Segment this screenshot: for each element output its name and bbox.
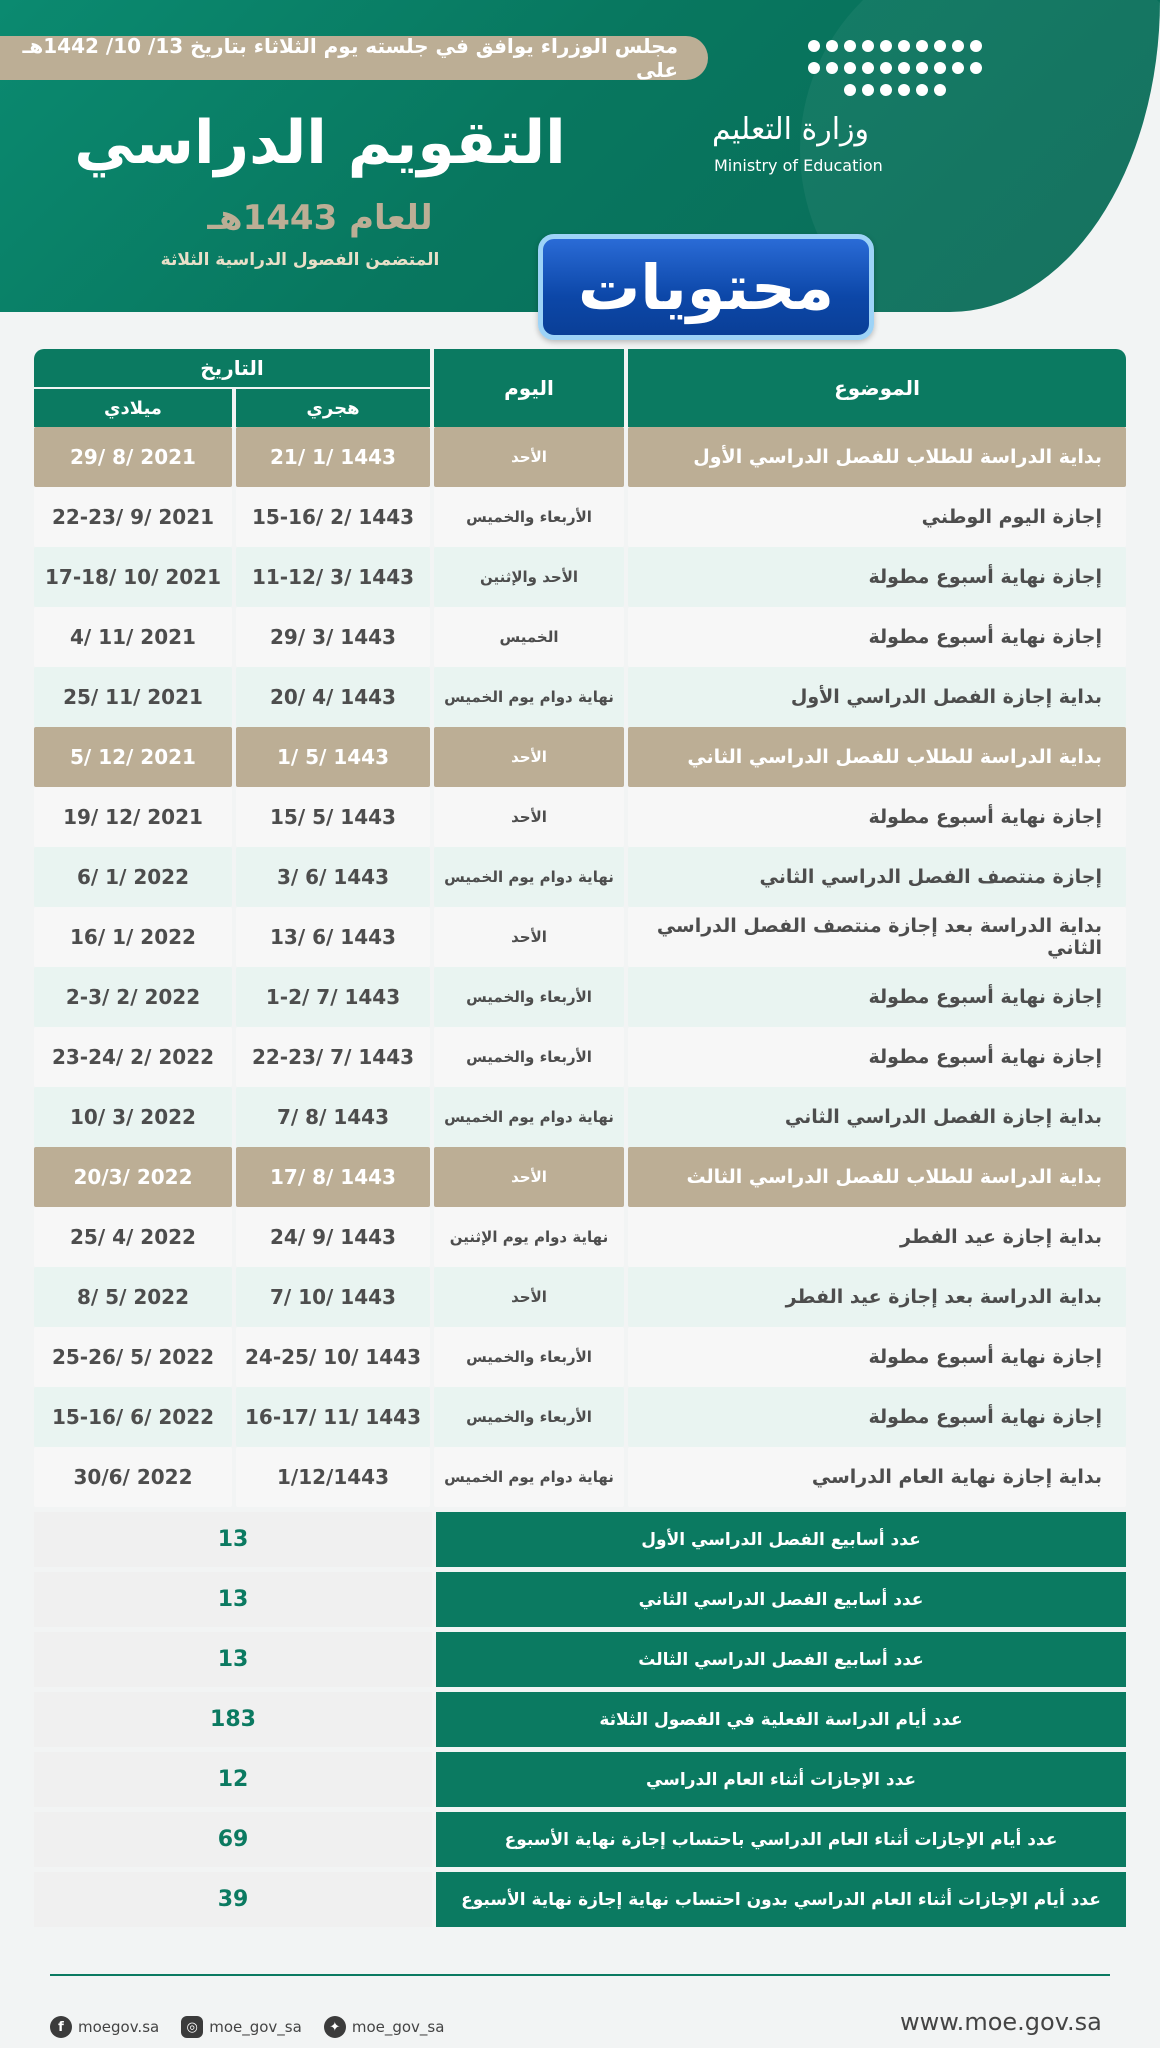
gregorian-date-cell: 2-3/ 2/ 2022	[34, 967, 232, 1027]
page-subtitle: المتضمن الفصول الدراسية الثلاثة	[160, 250, 440, 270]
footer-social-links	[50, 2014, 444, 2040]
summary-table	[34, 1512, 1126, 1932]
summary-value: 13	[34, 1632, 432, 1687]
summary-label: عدد أيام الإجازات أثناء العام الدراسي بدون احتساب نهاية إجازة نهاية الأسبوع	[436, 1872, 1126, 1927]
topic-cell: بداية إجازة عيد الفطر	[628, 1207, 1126, 1267]
gregorian-date-cell: 22-23/ 9/ 2021	[34, 487, 232, 547]
hijri-date-cell: 15-16/ 2/ 1443	[236, 487, 430, 547]
header-hijri: هجري	[236, 389, 430, 427]
cabinet-decision-text: مجلس الوزراء يوافق في جلسته يوم الثلاثاء بتاريخ 13/ 10/ 1442هـ على	[22, 34, 678, 82]
summary-label: عدد الإجازات أثناء العام الدراسي	[436, 1752, 1126, 1807]
day-cell: الأربعاء والخميس	[434, 1027, 624, 1087]
day-cell: الأربعاء والخميس	[434, 967, 624, 1027]
table-body	[34, 427, 1126, 1507]
summary-row	[34, 1692, 1126, 1747]
summary-value: 12	[34, 1752, 432, 1807]
facebook-link[interactable]	[50, 2016, 159, 2038]
ministry-name-arabic: وزارة التعليم	[712, 112, 870, 147]
summary-row	[34, 1572, 1126, 1627]
instagram-handle: moe_gov_sa	[209, 2018, 302, 2036]
gregorian-date-cell: 4/ 11/ 2021	[34, 607, 232, 667]
gregorian-date-cell: 16/ 1/ 2022	[34, 907, 232, 967]
summary-row	[34, 1512, 1126, 1567]
table-row	[34, 667, 1126, 727]
day-cell: نهاية دوام يوم الإثنين	[434, 1207, 624, 1267]
gregorian-date-cell: 6/ 1/ 2022	[34, 847, 232, 907]
contents-badge	[538, 234, 874, 340]
twitter-icon: ✦	[324, 2016, 346, 2038]
header-date: التاريخ	[34, 349, 430, 387]
day-cell: الأربعاء والخميس	[434, 1387, 624, 1447]
day-cell: الأحد والإثنين	[434, 547, 624, 607]
day-cell: نهاية دوام يوم الخميس	[434, 1087, 624, 1147]
hijri-date-cell: 29/ 3/ 1443	[236, 607, 430, 667]
table-header	[34, 349, 1126, 427]
hijri-date-cell: 1-2/ 7/ 1443	[236, 967, 430, 1027]
table-row	[34, 847, 1126, 907]
summary-label: عدد أيام الدراسة الفعلية في الفصول الثلاثة	[436, 1692, 1126, 1747]
instagram-icon: ◎	[181, 2016, 203, 2038]
table-row	[34, 1147, 1126, 1207]
gregorian-date-cell: 25-26/ 5/ 2022	[34, 1327, 232, 1387]
instagram-link[interactable]	[181, 2016, 302, 2038]
summary-row	[34, 1872, 1126, 1927]
day-cell: الخميس	[434, 607, 624, 667]
summary-value: 183	[34, 1692, 432, 1747]
topic-cell: بداية إجازة الفصل الدراسي الثاني	[628, 1087, 1126, 1147]
day-cell: نهاية دوام يوم الخميس	[434, 1447, 624, 1507]
table-row	[34, 1327, 1126, 1387]
table-row	[34, 1267, 1126, 1327]
twitter-handle: moe_gov_sa	[351, 2018, 445, 2036]
gregorian-date-cell: 29/ 8/ 2021	[34, 427, 232, 487]
day-cell: الأحد	[434, 1267, 624, 1327]
hijri-date-cell: 16-17/ 11/ 1443	[236, 1387, 430, 1447]
summary-label: عدد أسابيع الفصل الدراسي الثاني	[436, 1572, 1126, 1627]
table-row	[34, 727, 1126, 787]
day-cell: الأحد	[434, 907, 624, 967]
gregorian-date-cell: 17-18/ 10/ 2021	[34, 547, 232, 607]
day-cell: الأحد	[434, 787, 624, 847]
summary-label: عدد أسابيع الفصل الدراسي الثالث	[436, 1632, 1126, 1687]
topic-cell: بداية الدراسة للطلاب للفصل الدراسي الثالث	[628, 1147, 1126, 1207]
header-topic: الموضوع	[628, 349, 1126, 427]
calendar-table	[34, 349, 1126, 1507]
hijri-date-cell: 13/ 6/ 1443	[236, 907, 430, 967]
table-row	[34, 1207, 1126, 1267]
header-gregorian: ميلادي	[34, 389, 232, 427]
topic-cell: إجازة نهاية أسبوع مطولة	[628, 787, 1126, 847]
hijri-date-cell: 24/ 9/ 1443	[236, 1207, 430, 1267]
table-row	[34, 787, 1126, 847]
gregorian-date-cell: 23-24/ 2/ 2022	[34, 1027, 232, 1087]
gregorian-date-cell: 25/ 11/ 2021	[34, 667, 232, 727]
hijri-date-cell: 1/12/1443	[236, 1447, 430, 1507]
summary-value: 39	[34, 1872, 432, 1927]
hijri-date-cell: 15/ 5/ 1443	[236, 787, 430, 847]
topic-cell: إجازة منتصف الفصل الدراسي الثاني	[628, 847, 1126, 907]
cabinet-decision-bar	[0, 36, 708, 80]
hijri-date-cell: 3/ 6/ 1443	[236, 847, 430, 907]
day-cell: نهاية دوام يوم الخميس	[434, 667, 624, 727]
topic-cell: بداية الدراسة للطلاب للفصل الدراسي الأول	[628, 427, 1126, 487]
hijri-date-cell: 7/ 10/ 1443	[236, 1267, 430, 1327]
twitter-link[interactable]	[324, 2016, 445, 2038]
gregorian-date-cell: 8/ 5/ 2022	[34, 1267, 232, 1327]
hijri-date-cell: 7/ 8/ 1443	[236, 1087, 430, 1147]
table-row	[34, 547, 1126, 607]
summary-label: عدد أسابيع الفصل الدراسي الأول	[436, 1512, 1126, 1567]
summary-row	[34, 1812, 1126, 1867]
table-row	[34, 487, 1126, 547]
table-row	[34, 607, 1126, 667]
topic-cell: بداية الدراسة للطلاب للفصل الدراسي الثاني	[628, 727, 1126, 787]
table-row	[34, 1027, 1126, 1087]
academic-year-title: للعام 1443هـ	[207, 198, 433, 238]
gregorian-date-cell: 30/6/ 2022	[34, 1447, 232, 1507]
website-link[interactable]: www.moe.gov.sa	[900, 2008, 1102, 2036]
topic-cell: بداية الدراسة بعد إجازة منتصف الفصل الدراسي الثاني	[628, 907, 1126, 967]
gregorian-date-cell: 25/ 4/ 2022	[34, 1207, 232, 1267]
contents-badge-label: محتويات	[577, 250, 835, 324]
table-row	[34, 907, 1126, 967]
table-row	[34, 967, 1126, 1027]
topic-cell: إجازة اليوم الوطني	[628, 487, 1126, 547]
hijri-date-cell: 22-23/ 7/ 1443	[236, 1027, 430, 1087]
table-row	[34, 1387, 1126, 1447]
hijri-date-cell: 21/ 1/ 1443	[236, 427, 430, 487]
gregorian-date-cell: 10/ 3/ 2022	[34, 1087, 232, 1147]
hijri-date-cell: 11-12/ 3/ 1443	[236, 547, 430, 607]
ministry-logo-icon	[804, 36, 994, 102]
summary-value: 13	[34, 1572, 432, 1627]
topic-cell: إجازة نهاية أسبوع مطولة	[628, 607, 1126, 667]
hijri-date-cell: 17/ 8/ 1443	[236, 1147, 430, 1207]
footer-divider	[50, 1974, 1110, 1976]
hijri-date-cell: 20/ 4/ 1443	[236, 667, 430, 727]
day-cell: الأحد	[434, 1147, 624, 1207]
summary-row	[34, 1632, 1126, 1687]
day-cell: الأربعاء والخميس	[434, 1327, 624, 1387]
page-title: التقويم الدراسي	[74, 108, 566, 178]
summary-label: عدد أيام الإجازات أثناء العام الدراسي باحتساب إجازة نهاية الأسبوع	[436, 1812, 1126, 1867]
topic-cell: إجازة نهاية أسبوع مطولة	[628, 1387, 1126, 1447]
topic-cell: إجازة نهاية أسبوع مطولة	[628, 547, 1126, 607]
table-row	[34, 1447, 1126, 1507]
gregorian-date-cell: 19/ 12/ 2021	[34, 787, 232, 847]
day-cell: الأحد	[434, 727, 624, 787]
summary-value: 69	[34, 1812, 432, 1867]
day-cell: الأحد	[434, 427, 624, 487]
summary-value: 13	[34, 1512, 432, 1567]
summary-row	[34, 1752, 1126, 1807]
table-row	[34, 1087, 1126, 1147]
hijri-date-cell: 24-25/ 10/ 1443	[236, 1327, 430, 1387]
topic-cell: إجازة نهاية أسبوع مطولة	[628, 1027, 1126, 1087]
header-day: اليوم	[434, 349, 624, 427]
topic-cell: بداية إجازة نهاية العام الدراسي	[628, 1447, 1126, 1507]
hijri-date-cell: 1/ 5/ 1443	[236, 727, 430, 787]
topic-cell: بداية إجازة الفصل الدراسي الأول	[628, 667, 1126, 727]
table-row	[34, 427, 1126, 487]
topic-cell: إجازة نهاية أسبوع مطولة	[628, 967, 1126, 1027]
topic-cell: إجازة نهاية أسبوع مطولة	[628, 1327, 1126, 1387]
facebook-handle: moegov.sa	[78, 2018, 160, 2036]
day-cell: الأربعاء والخميس	[434, 487, 624, 547]
gregorian-date-cell: 15-16/ 6/ 2022	[34, 1387, 232, 1447]
gregorian-date-cell: 5/ 12/ 2021	[34, 727, 232, 787]
ministry-name-english: Ministry of Education	[714, 156, 883, 175]
gregorian-date-cell: 20/3/ 2022	[34, 1147, 232, 1207]
topic-cell: بداية الدراسة بعد إجازة عيد الفطر	[628, 1267, 1126, 1327]
day-cell: نهاية دوام يوم الخميس	[434, 847, 624, 907]
facebook-icon: f	[50, 2016, 72, 2038]
